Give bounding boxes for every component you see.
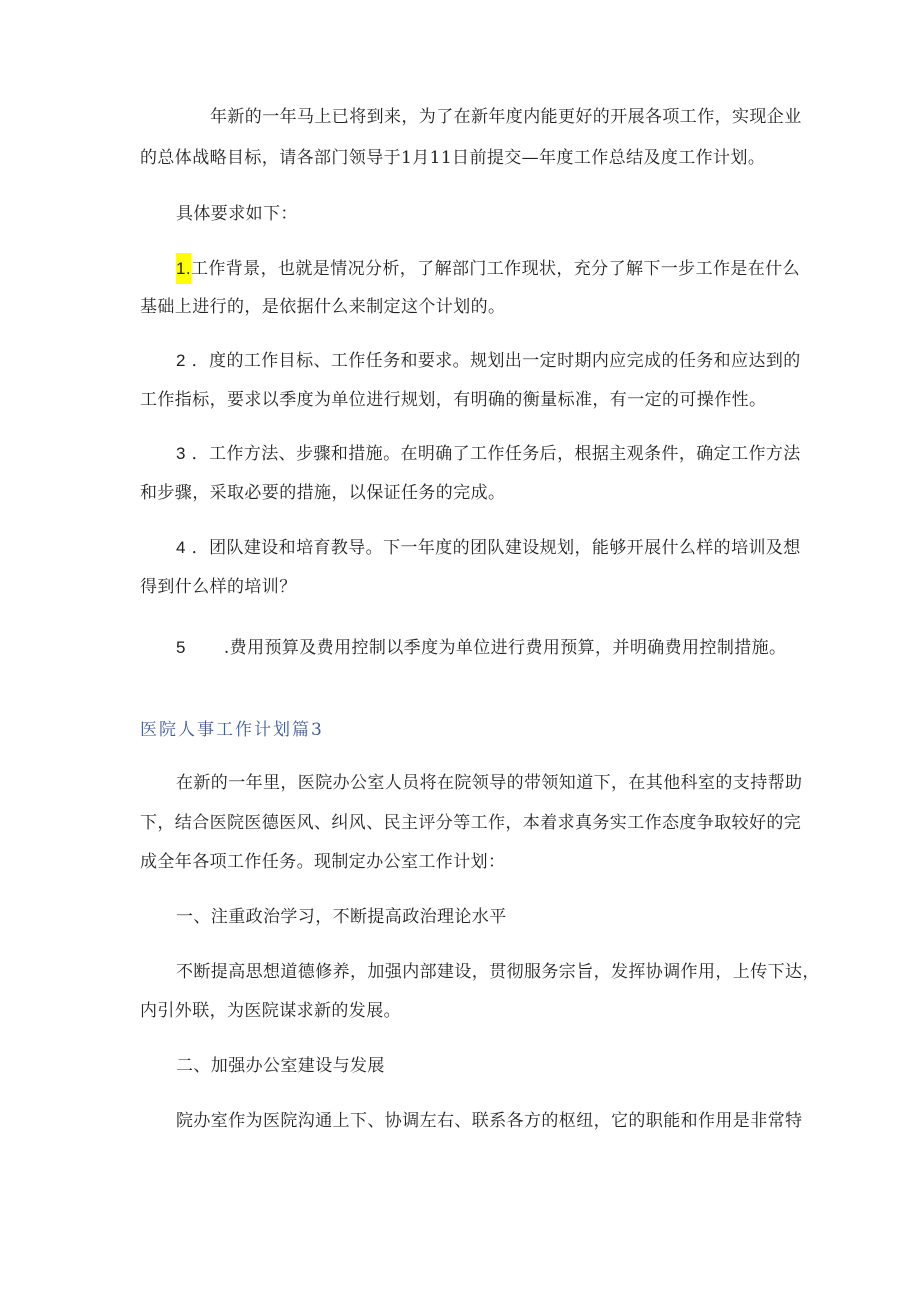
item-5-line-1 — [176, 637, 786, 659]
point-1-title: 一、注重政治学习，不断提高政治理论水平 — [176, 907, 507, 927]
item-4-line-1 — [176, 537, 801, 559]
item-1-line-2: 基础上进行的，是依据什么来制定这个计划的。 — [140, 297, 506, 317]
section-para-line-3: 成全年各项工作任务。现制定办公室工作计划： — [140, 852, 506, 872]
requirements-title: 具体要求如下： — [176, 204, 298, 224]
intro-line-2: 的总体战略目标，请各部门领导于1月11日前提交—年度工作总结及度工作计划。 — [140, 148, 766, 168]
item-2-number: 2 — [176, 351, 186, 370]
item-2-line-2: 工作指标，要求以季度为单位进行规划，有明确的衡量标准，有一定的可操作性。 — [140, 390, 767, 410]
item-4-line-2: 得到什么样的培训？ — [140, 577, 297, 597]
item-2-line-1 — [176, 350, 801, 372]
item-5-text: .费用预算及费用控制以季度为单位进行费用预算，并明确费用控制措施。 — [223, 638, 787, 658]
intro-line-1: 年新的一年马上已将到来，为了在新年度内能更好的开展各项工作，实现企业 — [210, 107, 802, 127]
point-2-line-1: 院办室作为医院沟通上下、协调左右、联系各方的枢纽，它的职能和作用是非常特 — [176, 1111, 803, 1131]
point-1-line-1: 不断提高思想道德修养，加强内部建设，贯彻服务宗旨，发挥协调作用，上传下达， — [176, 962, 820, 982]
item-4-number: 4 — [176, 538, 186, 557]
item-3-line-2: 和步骤，采取必要的措施，以保证任务的完成。 — [140, 483, 506, 503]
item-3-line-1 — [176, 443, 801, 465]
item-3-number: 3 — [176, 444, 186, 463]
section-para-line-1: 在新的一年里，医院办公室人员将在院领导的带领知道下，在其他科室的支持帮助 — [176, 773, 803, 793]
item-1-number-highlight: 1. — [176, 253, 191, 284]
item-2-text: ．度的工作目标、工作任务和要求。规划出一定时期内应完成的任务和应达到的 — [191, 351, 801, 371]
section-heading: 医院人事工作计划篇3 — [140, 720, 324, 740]
item-1-line-1 — [176, 258, 800, 280]
section-para-line-2: 下，结合医院医德医风、纠风、民主评分等工作，本着求真务实工作态度争取较好的完 — [140, 813, 802, 833]
item-1-text: 工作背景，也就是情况分析，了解部门工作现状，充分了解下一步工作是在什么 — [190, 259, 800, 279]
item-4-text: ．团队建设和培育教导。下一年度的团队建设规划，能够开展什么样的培训及想 — [191, 538, 801, 558]
point-1-line-2: 内引外联，为医院谋求新的发展。 — [140, 1001, 401, 1021]
item-3-text: ．工作方法、步骤和措施。在明确了工作任务后，根据主观条件，确定工作方法 — [191, 444, 801, 464]
item-5-number: 5 — [176, 638, 186, 657]
point-2-title: 二、加强办公室建设与发展 — [176, 1056, 385, 1076]
